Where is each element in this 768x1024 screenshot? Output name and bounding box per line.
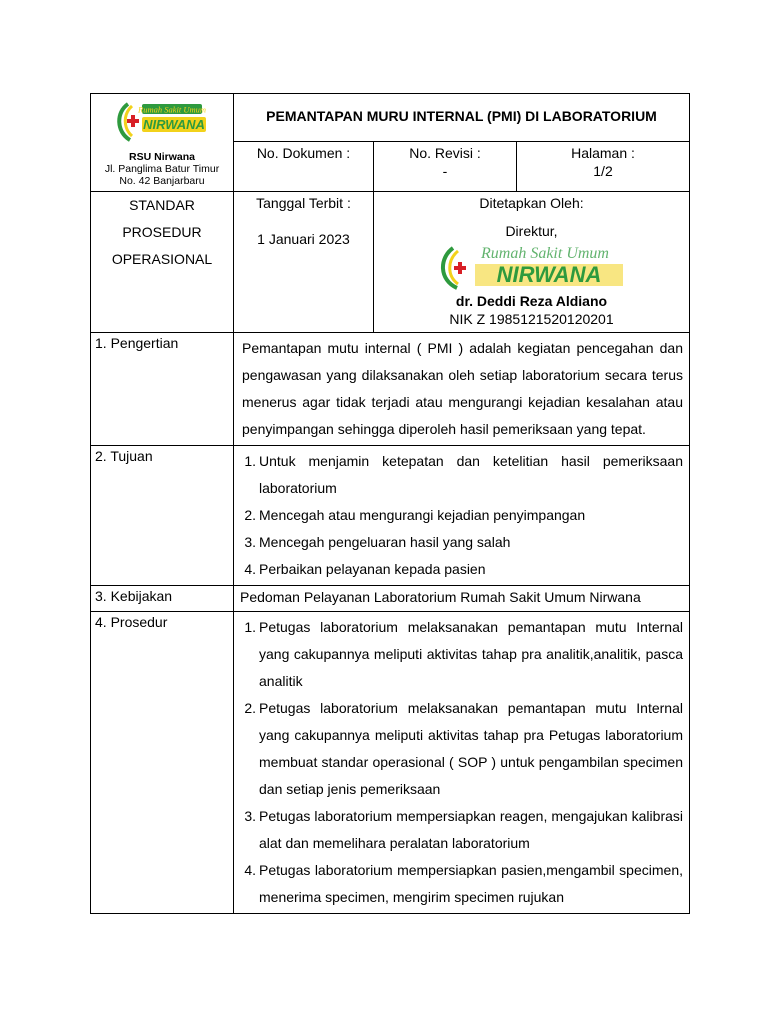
list-item-number: 2. [244, 700, 256, 716]
prosedur-list [234, 612, 689, 913]
doc-number-label: No. Dokumen : [256, 144, 351, 161]
stamp-text-main: NIRWANA [496, 262, 601, 287]
revision-label: No. Revisi : [409, 144, 481, 161]
list-item-number: 4. [244, 862, 256, 878]
issue-date-value: 1 Januari 2023 [257, 231, 350, 247]
section-label-kebijakan: 3. Kebijakan [91, 586, 234, 612]
page-cell [517, 141, 690, 191]
sop-table [90, 93, 690, 914]
page-value: 1/2 [593, 162, 613, 179]
section-label-pengertian: 1. Pengertian [91, 333, 234, 446]
address-line-2: No. 42 Banjarbaru [119, 175, 205, 187]
list-item-text: Petugas laboratorium melaksanakan pemantapan mutu Internal yang cakupannya meliputi aktivitas tahap pra analitik,analitik, pasca analitik [259, 619, 683, 689]
stamp-text-top: Rumah Sakit Umum [480, 245, 609, 262]
issue-date-label: Tanggal Terbit : [256, 195, 351, 211]
list-item-number: 4. [244, 561, 256, 577]
revision-cell [374, 141, 517, 191]
doc-number-cell [234, 141, 374, 191]
list-item [234, 556, 683, 583]
list-item-number: 3. [244, 808, 256, 824]
section-text-kebijakan: Pedoman Pelayanan Laboratorium Rumah Sakit Umum Nirwana [234, 586, 690, 612]
list-item-number: 3. [244, 534, 256, 550]
page-label: Halaman : [571, 144, 635, 161]
list-item-text: Mencegah atau mengurangi kejadian penyimpangan [259, 507, 586, 523]
issue-date-cell [234, 192, 374, 333]
logo-text-main: NIRWANA [143, 117, 205, 132]
tujuan-list [234, 446, 689, 585]
logo-text-top: Rumah Sakit Umum [138, 104, 206, 115]
list-item-text: Mencegah pengeluaran hasil yang salah [259, 534, 511, 550]
section-content-prosedur [234, 612, 690, 914]
list-item [234, 529, 683, 556]
signer-nik: NIK Z 1985121520120201 [449, 311, 614, 327]
section-label-tujuan: 2. Tujuan [91, 446, 234, 586]
set-by-label: Ditetapkan Oleh: [479, 195, 584, 211]
hospital-name: RSU Nirwana [129, 151, 195, 163]
list-item-number: 2. [244, 507, 256, 523]
list-item [234, 448, 683, 502]
hospital-identity-cell [91, 94, 234, 192]
director-stamp-logo [437, 242, 627, 292]
address-line-1: Jl. Panglima Batur Timur [104, 163, 220, 175]
list-item [234, 502, 683, 529]
document-title: PEMANTAPAN MURU INTERNAL (PMI) DI LABORATORIUM [234, 94, 690, 142]
hospital-logo [114, 98, 210, 144]
list-item-number: 1. [244, 619, 256, 635]
approval-cell [374, 192, 690, 333]
list-item [234, 614, 683, 695]
revision-value: - [442, 162, 448, 179]
list-item [234, 857, 683, 911]
list-item-text: Untuk menjamin ketepatan dan ketelitian hasil pemeriksaan laboratorium [259, 453, 683, 496]
section-content-tujuan [234, 446, 690, 586]
list-item [234, 695, 683, 803]
signer-name: dr. Deddi Reza Aldiano [455, 293, 608, 309]
list-item-text: Petugas laboratorium mempersiapkan pasien,mengambil specimen, menerima specimen, mengirim specimen rujukan [259, 862, 683, 905]
section-text-pengertian: Pemantapan mutu internal ( PMI ) adalah kegiatan pencegahan dan pengawasan yang dilaksanakan oleh setiap laboratorium secara terus menerus agar tidak terjadi atau mengurangi kejadian kesalahan atau penyimpangan sehingga diperoleh hasil pemeriksaan yang tepat. [234, 333, 690, 446]
sop-label-line-2: PROSEDUR [122, 224, 202, 240]
list-item-text: Petugas laboratorium melaksanakan pemantapan mutu Internal yang cakupannya meliputi aktivitas tahap pra Petugas laboratorium membuat standar operasional ( SOP ) untuk pengambilan specimen dan setiap jenis pemeriksaan [259, 700, 683, 797]
director-label: Direktur, [505, 223, 558, 239]
sop-label-line-3: OPERASIONAL [111, 251, 213, 267]
sop-label-cell [91, 192, 234, 333]
list-item-text: Petugas laboratorium mempersiapkan reagen, mengajukan kalibrasi alat dan memelihara peralatan laboratorium [259, 808, 683, 851]
sop-label-line-1: STANDAR [129, 197, 195, 213]
list-item [234, 803, 683, 857]
list-item-number: 1. [244, 453, 256, 469]
list-item-text: Perbaikan pelayanan kepada pasien [259, 561, 486, 577]
section-label-prosedur: 4. Prosedur [91, 612, 234, 914]
